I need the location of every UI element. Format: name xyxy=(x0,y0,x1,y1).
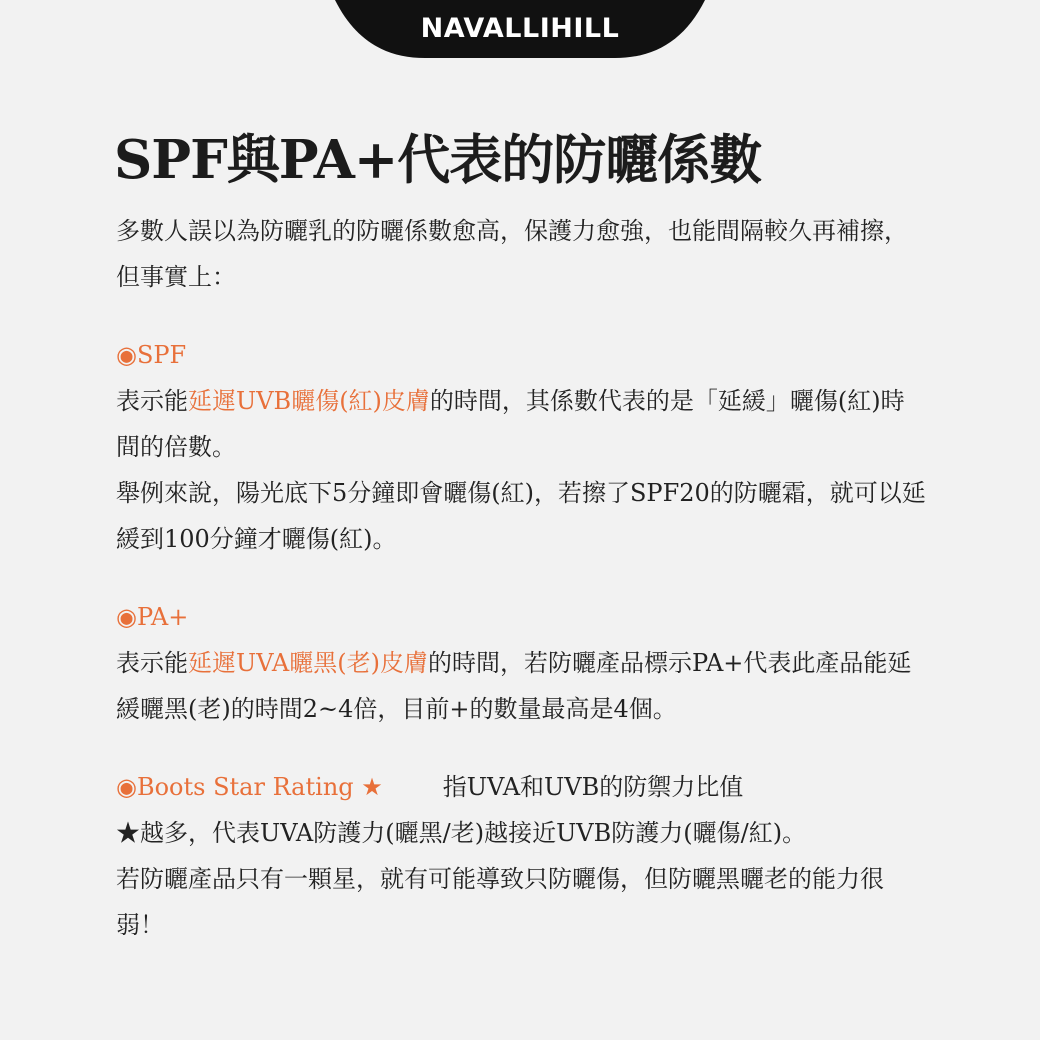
pa-paragraph-1 xyxy=(116,640,926,732)
boots-paragraph-1: ★越多，代表UVA防護力(曬黑/老)越接近UVB防護力(曬傷/紅)。 xyxy=(116,819,807,847)
pa-highlight: 延遲UVA曬黑(老)皮膚 xyxy=(188,649,428,677)
spf-highlight: 延遲UVB曬傷(紅)皮膚 xyxy=(188,387,430,415)
page-title: SPF與PA+代表的防曬係數 xyxy=(114,129,762,191)
pa-heading: ◉PA+ xyxy=(116,603,189,631)
brand-logo-text: NAVALLIHILL xyxy=(420,13,620,44)
intro-paragraph: 多數人誤以為防曬乳的防曬係數愈高，保護力愈強，也能間隔較久再補擦，但事實上： xyxy=(116,217,908,291)
boots-paragraph-2: 若防曬產品只有一顆星，就有可能導致只防曬傷，但防曬黑曬老的能力很弱！ xyxy=(116,865,884,939)
brand-tab xyxy=(335,0,705,58)
boots-heading-line xyxy=(116,764,926,810)
boots-heading: ◉Boots Star Rating ★ xyxy=(116,773,383,801)
pa-text-post: 的時間，若防曬產品標示PA+代表此產品能延緩曬黑(老)的時間2~4倍，目前+的數量最高是4個。 xyxy=(116,649,912,723)
boots-heading-desc: 指UVA和UVB的防禦力比值 xyxy=(442,773,744,801)
article-content xyxy=(116,208,926,948)
spf-text-pre: 表示能 xyxy=(116,387,188,415)
spf-paragraph-2: 舉例來說，陽光底下5分鐘即會曬傷(紅)，若擦了SPF20的防曬霜，就可以延緩到100分鐘才曬傷(紅)。 xyxy=(116,479,926,553)
spf-text-post: 的時間，其係數代表的是「延緩」曬傷(紅)時間的倍數。 xyxy=(116,387,905,461)
pa-text-pre: 表示能 xyxy=(116,649,188,677)
spf-heading: ◉SPF xyxy=(116,341,187,369)
spf-paragraph-1 xyxy=(116,378,926,470)
